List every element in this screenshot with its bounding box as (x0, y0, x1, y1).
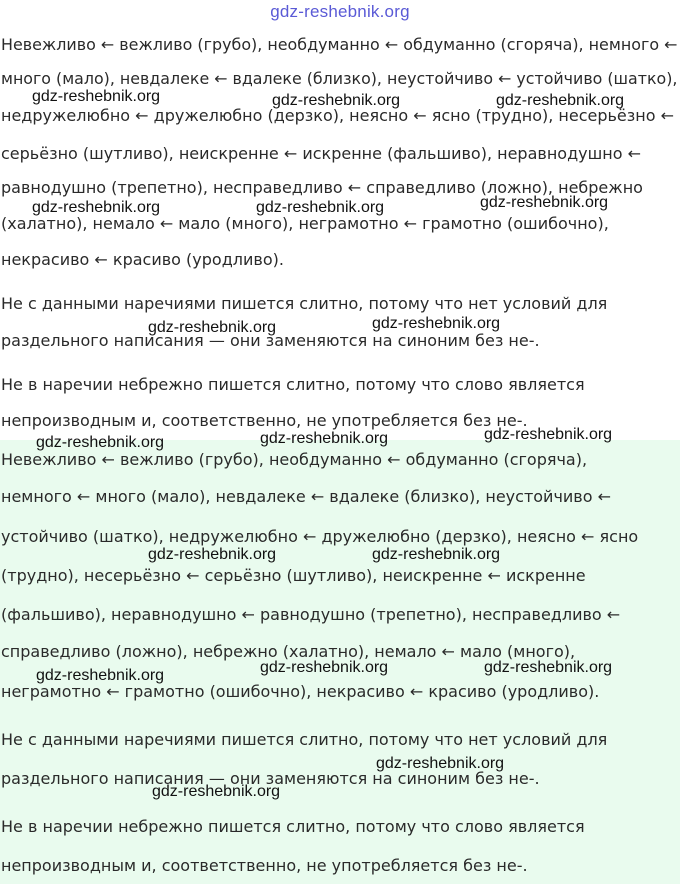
block1-line: некрасиво ← красиво (уродливо). (1, 250, 284, 269)
block2-line: неграмотно ← грамотно (ошибочно), некрасиво ← красиво (уродливо). (1, 682, 600, 701)
block1-line: много (мало), невдалеке ← вдалеке (близко), неустойчиво ← устойчиво (шатко), (1, 69, 678, 88)
block2-line: (фальшиво), неравнодушно ← равнодушно (трепетно), несправедливо ← (1, 605, 621, 624)
block1-line: (халатно), немало ← мало (много), неграмотно ← грамотно (ошибочно), (1, 214, 609, 233)
watermark: gdz-reshebnik.org (36, 434, 165, 451)
block2-line: устойчиво (шатко), недружелюбно ← дружелюбно (дерзко), неясно ← ясно (1, 527, 639, 546)
watermark: gdz-reshebnik.org (260, 430, 389, 447)
watermark: gdz-reshebnik.org (376, 755, 505, 772)
watermark: gdz-reshebnik.org (484, 659, 613, 676)
block1-line: равнодушно (трепетно), несправедливо ← справедливо (ложно), небрежно (1, 178, 643, 197)
watermark: gdz-reshebnik.org (256, 199, 385, 216)
watermark: gdz-reshebnik.org (152, 783, 281, 800)
block2-line: Невежливо ← вежливо (грубо), необдуманно ← обдуманно (сгоряча), (1, 450, 588, 469)
block2-line: справедливо (ложно), небрежно (халатно), немало ← мало (много), (1, 642, 576, 661)
block2-line: раздельного написания — они заменяются на синоним без не-. (1, 769, 540, 788)
watermark: gdz-reshebnik.org (496, 92, 625, 109)
block1-line: Невежливо ← вежливо (грубо), необдуманно ← обдуманно (сгоряча), немного ← (1, 35, 678, 54)
watermark: gdz-reshebnik.org (260, 659, 389, 676)
watermark: gdz-reshebnik.org (372, 315, 501, 332)
block2-line: (трудно), несерьёзно ← серьёзно (шутливо), неискренне ← искренне (1, 566, 586, 585)
block1-line: непроизводным и, соответственно, не употребляется без не-. (1, 411, 528, 430)
watermark: gdz-reshebnik.org (484, 426, 613, 443)
block1-line: Не с данными наречиями пишется слитно, потому что нет условий для (1, 294, 608, 313)
watermark: gdz-reshebnik.org (32, 199, 161, 216)
watermark: gdz-reshebnik.org (272, 92, 401, 109)
watermark: gdz-reshebnik.org (32, 88, 161, 105)
block2-line: непроизводным и, соответственно, не употребляется без не-. (1, 856, 528, 875)
site-watermark-header: gdz-reshebnik.org (270, 2, 410, 21)
watermark: gdz-reshebnik.org (148, 546, 277, 563)
block1-line: серьёзно (шутливо), неискренне ← искренне (фальшиво), неравнодушно ← (1, 144, 641, 163)
block2-line: Не в наречии небрежно пишется слитно, потому что слово является (1, 817, 585, 836)
watermark: gdz-reshebnik.org (36, 667, 165, 684)
watermark: gdz-reshebnik.org (372, 546, 501, 563)
block2-line: Не с данными наречиями пишется слитно, потому что нет условий для (1, 730, 608, 749)
watermark: gdz-reshebnik.org (148, 319, 277, 336)
block1-line: Не в наречии небрежно пишется слитно, потому что слово является (1, 375, 585, 394)
block1-line: недружелюбно ← дружелюбно (дерзко), неясно ← ясно (трудно), несерьёзно ← (1, 106, 675, 125)
watermark: gdz-reshebnik.org (480, 194, 609, 211)
block1-line: раздельного написания — они заменяются на синоним без не-. (1, 331, 540, 350)
block2-line: немного ← много (мало), невдалеке ← вдалеке (близко), неустойчиво ← (1, 487, 612, 506)
